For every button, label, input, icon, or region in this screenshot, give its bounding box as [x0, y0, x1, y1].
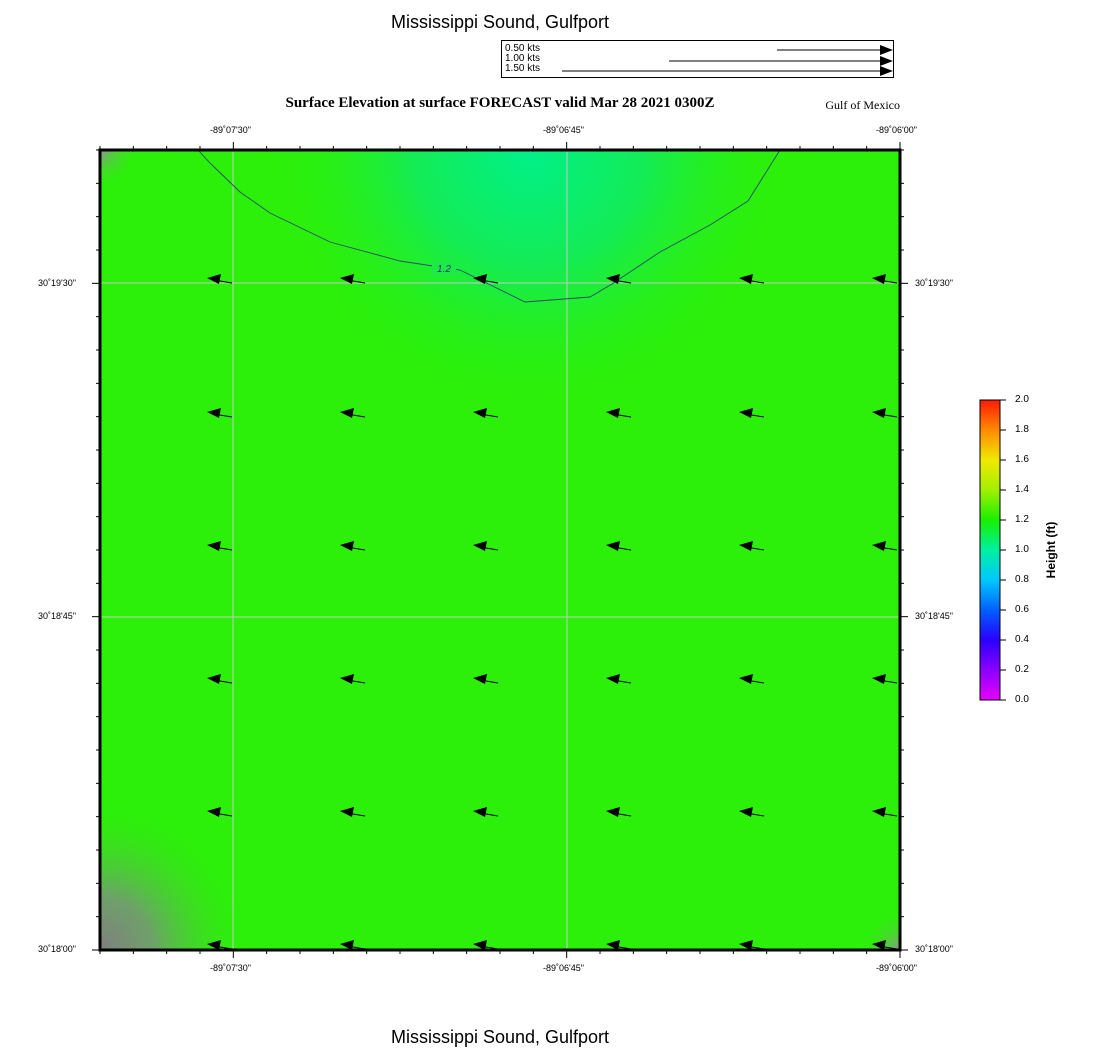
land-patch: [100, 150, 900, 950]
lon-tick-label-bottom: -89˚06'00": [876, 963, 917, 973]
colorbar-tick-label: 1.8: [1015, 424, 1029, 435]
colorbar-title: Height (ft): [1044, 521, 1058, 579]
colorbar-tick-label: 1.6: [1015, 454, 1029, 465]
lat-tick-label-right: 30˚18'45": [915, 611, 953, 621]
colorbar-tick-label: 0.2: [1015, 664, 1029, 675]
colorbar-tick-label: 0.4: [1015, 634, 1029, 645]
colorbar-tick-label: 0.8: [1015, 574, 1029, 585]
lat-tick-label-right: 30˚19'30": [915, 278, 953, 288]
colorbar: [980, 400, 1000, 700]
map-title-bottom: Mississippi Sound, Gulfport: [390, 1027, 610, 1047]
lon-tick-label-bottom: -89˚07'30": [210, 963, 251, 973]
lon-tick-label-bottom: -89˚06'45": [543, 963, 584, 973]
colorbar-tick-label: 2.0: [1015, 394, 1029, 405]
colorbar-tick-label: 1.4: [1015, 484, 1029, 495]
vector-legend-label: 1.00 kts: [505, 53, 541, 64]
colorbar-tick-label: 0.0: [1015, 694, 1029, 705]
colorbar-tick-label: 0.6: [1015, 604, 1029, 615]
colorbar-tick-label: 1.2: [1015, 514, 1029, 525]
colorbar-tick-label: 1.0: [1015, 544, 1029, 555]
forecast-subtitle: Surface Elevation at surface FORECAST valid Mar 28 2021 0300Z: [285, 95, 715, 111]
contour-label: 1.2: [437, 264, 451, 275]
lon-tick-label-top: -89˚07'30": [210, 125, 251, 135]
map-title: Mississippi Sound, Gulfport: [390, 12, 610, 32]
vector-legend-label: 1.50 kts: [505, 63, 541, 74]
lat-tick-label-left: 30˚18'45": [38, 611, 76, 621]
lat-tick-label-left: 30˚19'30": [38, 278, 76, 288]
colorbar-ticks: [1000, 400, 1006, 700]
region-label: Gulf of Mexico: [825, 98, 900, 112]
lon-tick-label-top: -89˚06'45": [543, 125, 584, 135]
lon-tick-label-top: -89˚06'00": [876, 125, 917, 135]
vector-legend-label: 0.50 kts: [505, 43, 541, 54]
lat-tick-label-left: 30˚18'00": [38, 944, 76, 954]
lat-tick-label-right: 30˚18'00": [915, 944, 953, 954]
